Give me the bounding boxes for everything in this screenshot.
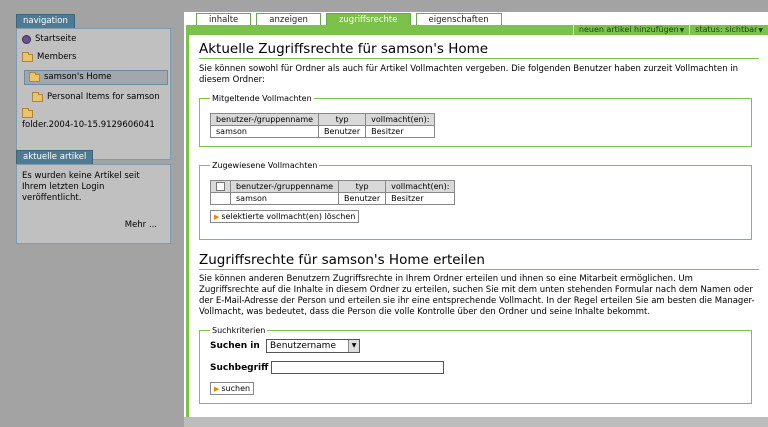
nav-item-label: samson's Home <box>44 72 112 82</box>
nav-item-label: Members <box>37 52 77 62</box>
table-cell: Besitzer <box>386 193 455 205</box>
search-term-input[interactable] <box>271 361 444 374</box>
nav-item-folder[interactable] <box>22 108 165 131</box>
folder-icon <box>29 74 40 82</box>
folder-icon <box>22 110 33 118</box>
nav-item-label: folder.2004-10-15.9129606041 <box>22 120 155 130</box>
nav-item-label: Startseite <box>35 34 77 44</box>
dropdown-arrow-icon: ▼ <box>679 27 685 34</box>
search-term-label: Suchbegriff <box>210 362 269 373</box>
column-header: benutzer-/gruppenname <box>211 114 319 126</box>
tab-eigenschaften[interactable]: eigenschaften <box>416 13 502 26</box>
inherited-permissions-table <box>210 113 435 138</box>
delete-selected-button[interactable] <box>210 210 359 223</box>
table-row <box>211 193 455 205</box>
search-criteria-fieldset <box>199 326 752 404</box>
nav-item-personal-items[interactable] <box>22 92 165 103</box>
table-cell: samson <box>211 126 319 138</box>
table-cell: Benutzer <box>339 193 386 205</box>
table-row <box>211 126 435 138</box>
permissions-description: Sie können sowohl für Ordner als auch für Artikel Vollmachten vergeben. Die folgenden Benutzer haben zurzeit Vollmachten in diesem Ordner: <box>199 64 739 85</box>
recent-items-body <box>16 164 171 244</box>
chevron-down-icon: ▼ <box>348 340 359 352</box>
column-header: typ <box>339 181 386 193</box>
dropdown-arrow-icon: ▼ <box>758 27 763 34</box>
nav-item-samsons-home[interactable] <box>24 70 168 85</box>
column-header: benutzer-/gruppenname <box>231 181 339 193</box>
nav-item-members[interactable] <box>22 52 165 63</box>
status-menu[interactable] <box>689 25 768 35</box>
add-item-menu[interactable] <box>573 25 689 35</box>
status-label: status: sichtbar <box>695 25 758 34</box>
assigned-permissions-fieldset <box>199 161 752 240</box>
grant-permissions-title: Zugriffsrechte für samson's Home erteilen <box>199 252 759 270</box>
home-icon <box>22 35 31 44</box>
table-cell: Besitzer <box>366 126 435 138</box>
arrow-right-icon: ▶ <box>214 212 220 221</box>
search-criteria-legend: Suchkriterien <box>212 326 266 335</box>
delete-selected-label: selektierte vollmacht(en) löschen <box>221 212 356 221</box>
select-all-header <box>211 181 231 193</box>
more-link[interactable]: Mehr ... <box>124 220 157 230</box>
navigation-portlet <box>16 14 171 160</box>
tab-inhalte[interactable]: inhalte <box>196 13 251 26</box>
inherited-permissions-legend: Mitgeltende Vollmachten <box>212 94 312 103</box>
folder-icon <box>22 54 33 62</box>
tab-anzeigen[interactable]: anzeigen <box>256 13 321 26</box>
main-content-area <box>184 12 768 427</box>
recent-items-portlet <box>16 150 171 244</box>
grant-permissions-description: Sie können anderen Benutzern Zugriffsrechte in Ihrem Ordner erteilen und ihnen so eine Mitarbeit ermöglichen. Um Zugriffsrechte auf die Inhalte in diesem Ordner zu erteilen, suchen Sie mit dem unten stehenden Formular nach dem Namen oder der E-Mail-Adresse der Person und erteilen sie ihr eine entsprechende Vollmacht. In der Regel erteilen Sie am besten die Manager-Vollmacht, was bedeutet, dass die Person die volle Kontrolle über den Ordner und seine Inhalte bekommt. <box>199 274 755 317</box>
table-cell: Benutzer <box>319 126 366 138</box>
inherited-permissions-fieldset <box>199 94 752 147</box>
search-in-value: Benutzername <box>270 341 336 351</box>
search-in-select[interactable] <box>266 339 360 353</box>
content-body <box>186 35 768 427</box>
tab-zugriffsrechte[interactable]: zugriffsrechte <box>326 13 411 26</box>
table-cell: samson <box>231 193 339 205</box>
search-button-label: suchen <box>221 384 251 393</box>
recent-items-text: Es wurden keine Artikel seit Ihrem letzten Login veröffentlicht. <box>22 171 140 203</box>
select-all-checkbox[interactable] <box>216 182 225 191</box>
assigned-permissions-table <box>210 180 455 205</box>
column-header: vollmacht(en): <box>386 181 455 193</box>
page-title: Aktuelle Zugriffsrechte für samson's Home <box>199 41 759 59</box>
add-item-label: neuen artikel hinzufügen <box>578 25 679 34</box>
nav-item-label: Personal Items for samson <box>47 92 160 102</box>
arrow-right-icon: ▶ <box>214 384 220 393</box>
window-bottom-shadow <box>184 417 768 427</box>
navigation-title: navigation <box>16 14 75 28</box>
column-header: typ <box>319 114 366 126</box>
nav-item-startseite[interactable] <box>22 34 165 45</box>
assigned-permissions-legend: Zugewiesene Vollmachten <box>212 161 318 170</box>
recent-items-title: aktuelle artikel <box>16 150 93 164</box>
folder-icon <box>32 94 43 102</box>
column-header: vollmacht(en): <box>366 114 435 126</box>
table-cell <box>211 193 231 205</box>
search-in-label: Suchen in <box>210 341 260 351</box>
navigation-tree <box>16 28 171 160</box>
search-button[interactable] <box>210 382 254 395</box>
action-bar <box>186 25 768 35</box>
